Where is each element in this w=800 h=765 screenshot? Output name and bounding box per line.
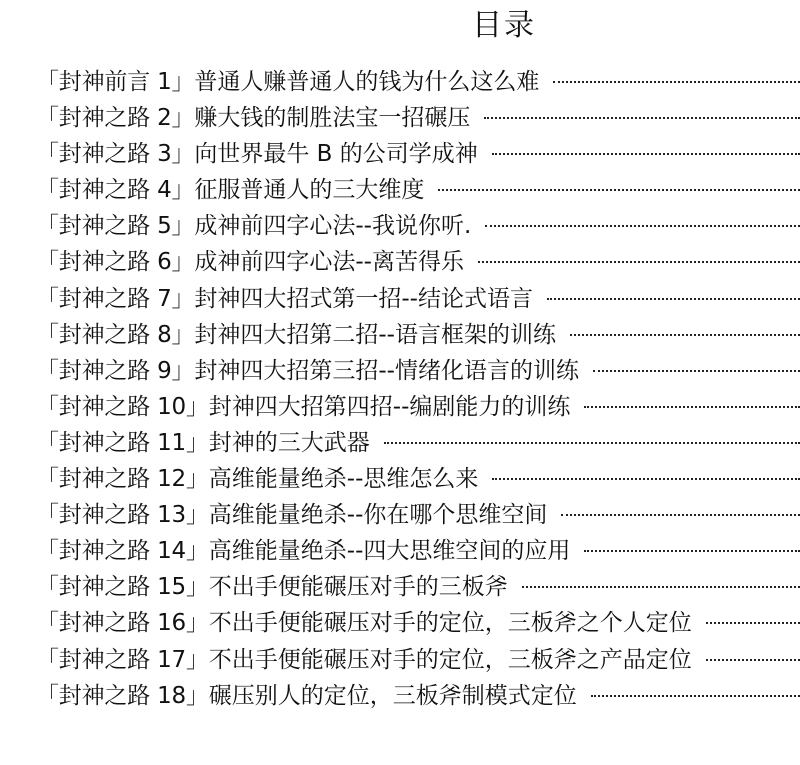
toc-entry[interactable] <box>36 569 800 605</box>
chapter-title: 成神前四字心法--我说你听. <box>194 213 472 240</box>
dot-leader <box>522 586 800 588</box>
dot-leader <box>484 117 800 119</box>
chapter-title: 成神前四字心法--离苦得乐 <box>194 249 464 276</box>
chapter-tag: 「封神之路 9」 <box>36 357 195 384</box>
toc-entry[interactable] <box>36 208 800 244</box>
chapter-tag: 「封神之路 16」 <box>36 610 209 637</box>
chapter-title: 高维能量绝杀--四大思维空间的应用 <box>208 538 571 565</box>
chapter-title: 封神四大招第三招--情绪化语言的训练 <box>194 357 579 384</box>
chapter-title: 封神的三大武器 <box>208 429 370 456</box>
toc-entry[interactable] <box>36 425 800 461</box>
chapter-tag: 「封神之路 11」 <box>36 429 209 456</box>
toc-entry[interactable] <box>36 497 800 533</box>
dot-leader <box>384 442 800 444</box>
dot-leader <box>478 261 800 263</box>
chapter-title: 不出手便能碾压对手的三板斧 <box>208 574 508 601</box>
dot-leader <box>492 478 800 480</box>
toc-entry[interactable] <box>36 100 800 136</box>
toc-entry[interactable] <box>36 281 800 317</box>
chapter-tag: 「封神之路 18」 <box>36 682 209 709</box>
chapter-title: 封神四大招式第一招--结论式语言 <box>194 285 533 312</box>
toc-entry[interactable] <box>36 533 800 569</box>
chapter-title: 征服普通人的三大维度 <box>194 177 425 204</box>
page-title: 目录 <box>472 8 536 43</box>
dot-leader <box>438 189 800 191</box>
chapter-title: 向世界最牛 B 的公司学成神 <box>194 141 478 168</box>
toc-entry[interactable] <box>36 678 800 714</box>
chapter-title: 封神四大招第四招--编剧能力的训练 <box>208 393 571 420</box>
chapter-tag: 「封神之路 7」 <box>36 285 195 312</box>
chapter-tag: 「封神前言 1」 <box>36 69 195 95</box>
chapter-title: 赚大钱的制胜法宝一招碾压 <box>194 105 471 132</box>
dot-leader <box>547 298 800 300</box>
toc-entry[interactable] <box>36 317 800 353</box>
chapter-tag: 「封神之路 12」 <box>36 466 209 493</box>
dot-leader <box>591 695 800 697</box>
toc-entry[interactable] <box>36 605 800 641</box>
toc-entry[interactable] <box>36 353 800 389</box>
dot-leader <box>706 659 800 661</box>
dot-leader <box>570 334 800 336</box>
dot-leader <box>485 225 800 227</box>
dot-leader <box>561 514 800 516</box>
chapter-tag: 「封神之路 5」 <box>36 213 195 240</box>
chapter-tag: 「封神之路 8」 <box>36 321 195 348</box>
chapter-title: 碾压别人的定位，三板斧制模式定位 <box>208 682 577 709</box>
dot-leader <box>706 622 800 624</box>
chapter-title: 普通人赚普通人的钱为什么这么难 <box>194 69 540 95</box>
chapter-title: 不出手便能碾压对手的定位，三板斧之个人定位 <box>208 610 692 637</box>
toc-entry[interactable] <box>36 642 800 678</box>
chapter-tag: 「封神之路 15」 <box>36 574 209 601</box>
chapter-tag: 「封神之路 17」 <box>36 646 209 673</box>
chapter-tag: 「封神之路 6」 <box>36 249 195 276</box>
toc-entry[interactable] <box>36 136 800 172</box>
chapter-title: 封神四大招第二招--语言框架的训练 <box>194 321 556 348</box>
chapter-tag: 「封神之路 3」 <box>36 141 195 168</box>
toc-entry[interactable] <box>36 461 800 497</box>
chapter-title: 高维能量绝杀--思维怎么来 <box>208 466 479 493</box>
chapter-tag: 「封神之路 4」 <box>36 177 195 204</box>
chapter-tag: 「封神之路 2」 <box>36 105 195 132</box>
table-of-contents <box>36 64 800 714</box>
toc-entry[interactable] <box>36 172 800 208</box>
dot-leader <box>492 153 800 155</box>
dot-leader <box>553 81 800 83</box>
toc-entry[interactable] <box>36 244 800 280</box>
chapter-tag: 「封神之路 14」 <box>36 538 209 565</box>
dot-leader <box>584 550 800 552</box>
chapter-title: 不出手便能碾压对手的定位，三板斧之产品定位 <box>208 646 692 673</box>
chapter-tag: 「封神之路 13」 <box>36 502 209 529</box>
toc-entry[interactable] <box>36 64 800 100</box>
toc-entry[interactable] <box>36 389 800 425</box>
chapter-title: 高维能量绝杀--你在哪个思维空间 <box>208 502 548 529</box>
chapter-tag: 「封神之路 10」 <box>36 393 209 420</box>
dot-leader <box>593 370 800 372</box>
dot-leader <box>584 406 800 408</box>
